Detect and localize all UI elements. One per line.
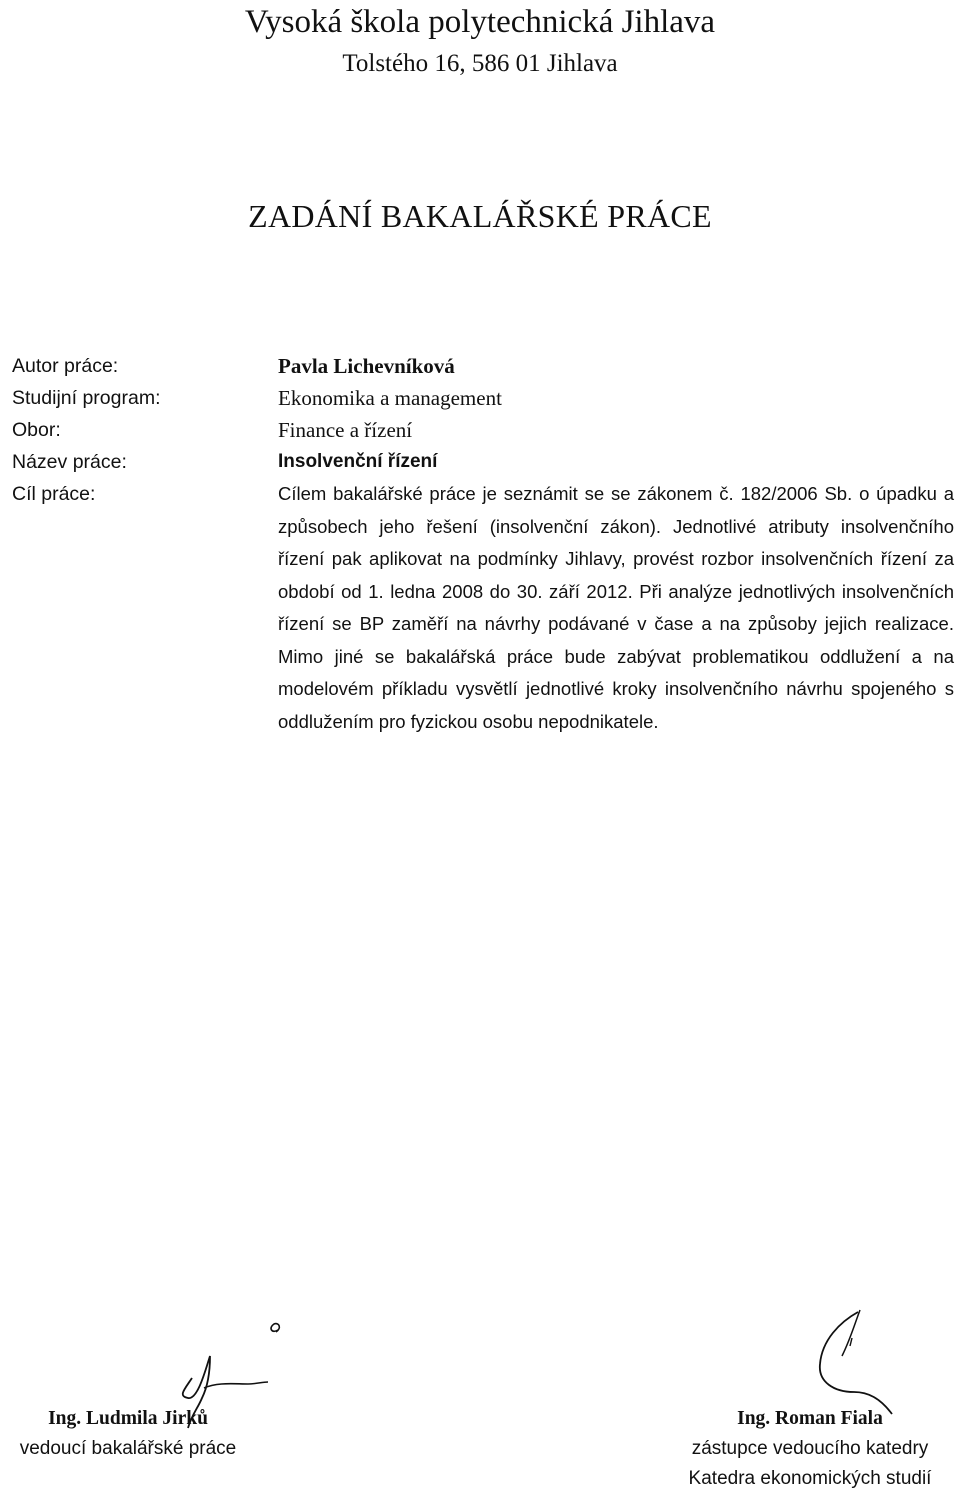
field-row: [12, 414, 954, 446]
thesis-title-value: Insolvenční řízení: [278, 451, 438, 472]
deputy-head-name: Ing. Roman Fiala: [737, 1408, 883, 1429]
program-label: Studijní program:: [12, 387, 161, 409]
school-name: Vysoká škola polytechnická Jihlava: [244, 4, 716, 40]
field-value: Finance a řízení: [278, 418, 413, 442]
supervisor-name: Ing. Ludmila Jirků: [48, 1408, 208, 1429]
author-row: [12, 350, 954, 382]
thesis-title-label: Název práce:: [12, 451, 127, 473]
deputy-head-signature: [770, 1300, 910, 1420]
school-address: Tolstého 16, 586 01 Jihlava: [342, 50, 618, 77]
thesis-info: [12, 350, 954, 738]
deputy-head-role: zástupce vedoucího katedry: [691, 1438, 929, 1459]
supervisor-signature-block: [0, 1404, 256, 1464]
deputy-head-signature-block: [660, 1404, 960, 1494]
document-title: ZADÁNÍ BAKALÁŘSKÉ PRÁCE: [248, 198, 712, 234]
header: [0, 0, 960, 80]
goal-label: Cíl práce:: [12, 483, 96, 505]
field-label: Obor:: [12, 419, 61, 441]
author-label: Autor práce:: [12, 355, 119, 377]
author-value: Pavla Lichevníková: [278, 354, 455, 378]
program-row: [12, 382, 954, 414]
supervisor-role: vedoucí bakalářské práce: [19, 1438, 237, 1459]
department-name: Katedra ekonomických studií: [688, 1468, 932, 1489]
program-value: Ekonomika a management: [278, 386, 502, 410]
thesis-title-row: [12, 446, 954, 478]
goal-row: [12, 478, 954, 738]
goal-text: Cílem bakalářské práce je seznámit se se zákonem č. 182/2006 Sb. o úpadku a způsobech jeho řešení (insolvenční zákon). Jednotlivé atributy insolvenčního řízení pak aplikovat na podmínky Jihlavy, provést rozbor insolvenčních řízení za období od 1. ledna 2008 do 30. září 2012. Při analýze jednotlivých insolvenčních řízení se BP zaměří na návrhy podávané v čase a na způsoby jejich realizace. Mimo jiné se bakalářská práce bude zabývat problematikou oddlužení a na modelovém příkladu vysvětlí jednotlivé kroky insolvenčního návrhu spojeného s oddlužením pro fyzickou osobu nepodnikatele.: [278, 483, 954, 732]
